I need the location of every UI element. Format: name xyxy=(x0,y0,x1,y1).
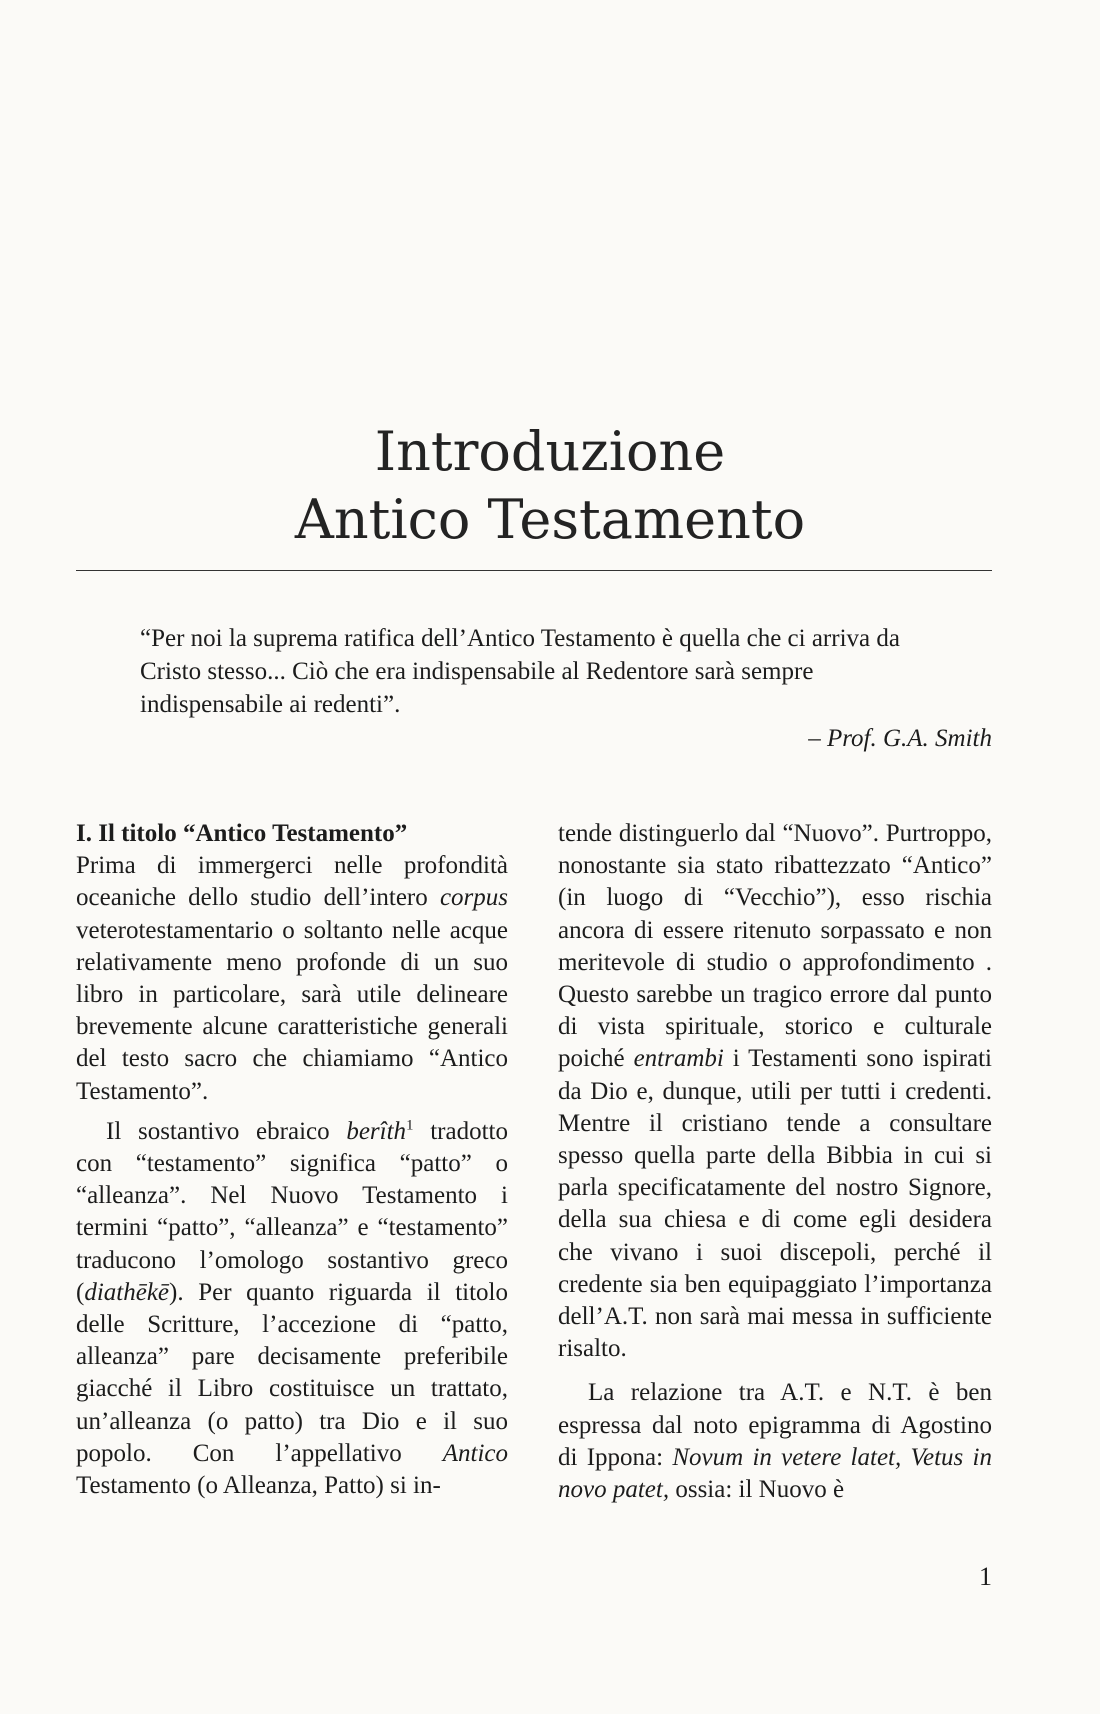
paragraph-2-continued-text-2: i Testamenti sono ispirati da Dio e, dunque, utili per tutti i credenti. Mentre il cristiano tende a consultare spesso quella parte della Bibbia in cui si parla specificatamente del nostro Signore, della sua chiesa e di come egli desidera che vivano i suoi discepoli, perché il credente sia ben equipaggiato l’importanza dell’A.T. non sarà mai messa in sufficiente risalto. xyxy=(558,1045,993,1363)
chapter-title-line-1: Introduzione xyxy=(374,420,726,483)
footnote-marker[interactable]: 1 xyxy=(406,1117,414,1134)
text-column-right xyxy=(558,818,992,1506)
text-column-left xyxy=(76,818,508,1502)
page-number: 1 xyxy=(979,1562,992,1591)
title-divider xyxy=(76,570,992,571)
paragraph-2-continued xyxy=(558,818,992,1365)
chapter-title xyxy=(0,418,1100,554)
chapter-title-line-2: Antico Testamento xyxy=(294,488,806,551)
paragraph-3: La relazione tra A.T. e N.T. è ben espressa dal noto epigramma di Agostino di Ippona: Novum in vetere latet, Vetus in novo patet, ossia: il Nuovo è xyxy=(558,1379,992,1504)
emphasis-entrambi: entrambi xyxy=(633,1045,724,1073)
paragraph-1: Prima di immergerci nelle profondità oceaniche dello studio dell’intero corpus veterotestamentario o soltanto nelle acque relativamente meno profonde di un suo libro in particolare, sarà utile delineare brevemente alcune caratteristiche generali del testo sacro che chiamiamo “Antico Testamento”. xyxy=(76,852,508,1105)
paragraph-2: Il sostantivo ebraico berîth$^1$ tradotto con “testamento” significa “patto” o “alleanza”. Nel Nuovo Testamento i termini “patto”, “alleanza” e “testamento” traducono l’omologo sostantivo greco (diathēkē). Per quanto riguarda il titolo delle Scritture, l’accezione di “patto, alleanza” pare decisamente preferibile giacché il Libro costituisce un trattato, un’alleanza (o patto) tra Dio e il suo popolo. Con l’appellativo Antico Testamento (o Alleanza, Patto) si in- xyxy=(76,1117,508,1500)
latin-epigram: Novum in vetere latet, Vetus in novo patet, xyxy=(558,1443,992,1504)
section-heading: I. Il titolo “Antico Testamento” xyxy=(76,820,408,847)
epigraph xyxy=(140,622,920,721)
paragraph-2-continued-text: tende distinguerlo dal “Nuovo”. Purtroppo, nonostante sia stato ribattezzato “Antico” (in luogo di “Vecchio”), esso rischia ancora di essere ritenuto sorpassato e non meritevole di studio o approfondimento . Questo sarebbe un tragico errore dal punto di vista spirituale, storico e culturale poiché xyxy=(558,820,992,1073)
epigraph-attribution: – Prof. G.A. Smith xyxy=(808,725,992,752)
epigraph-quote: “Per noi la suprema ratifica dell’Antico Testamento è quella che ci arriva da Cristo stesso... Ciò che era indispensabile al Redentore sarà sempre indispensabile ai redenti”. xyxy=(140,625,900,718)
